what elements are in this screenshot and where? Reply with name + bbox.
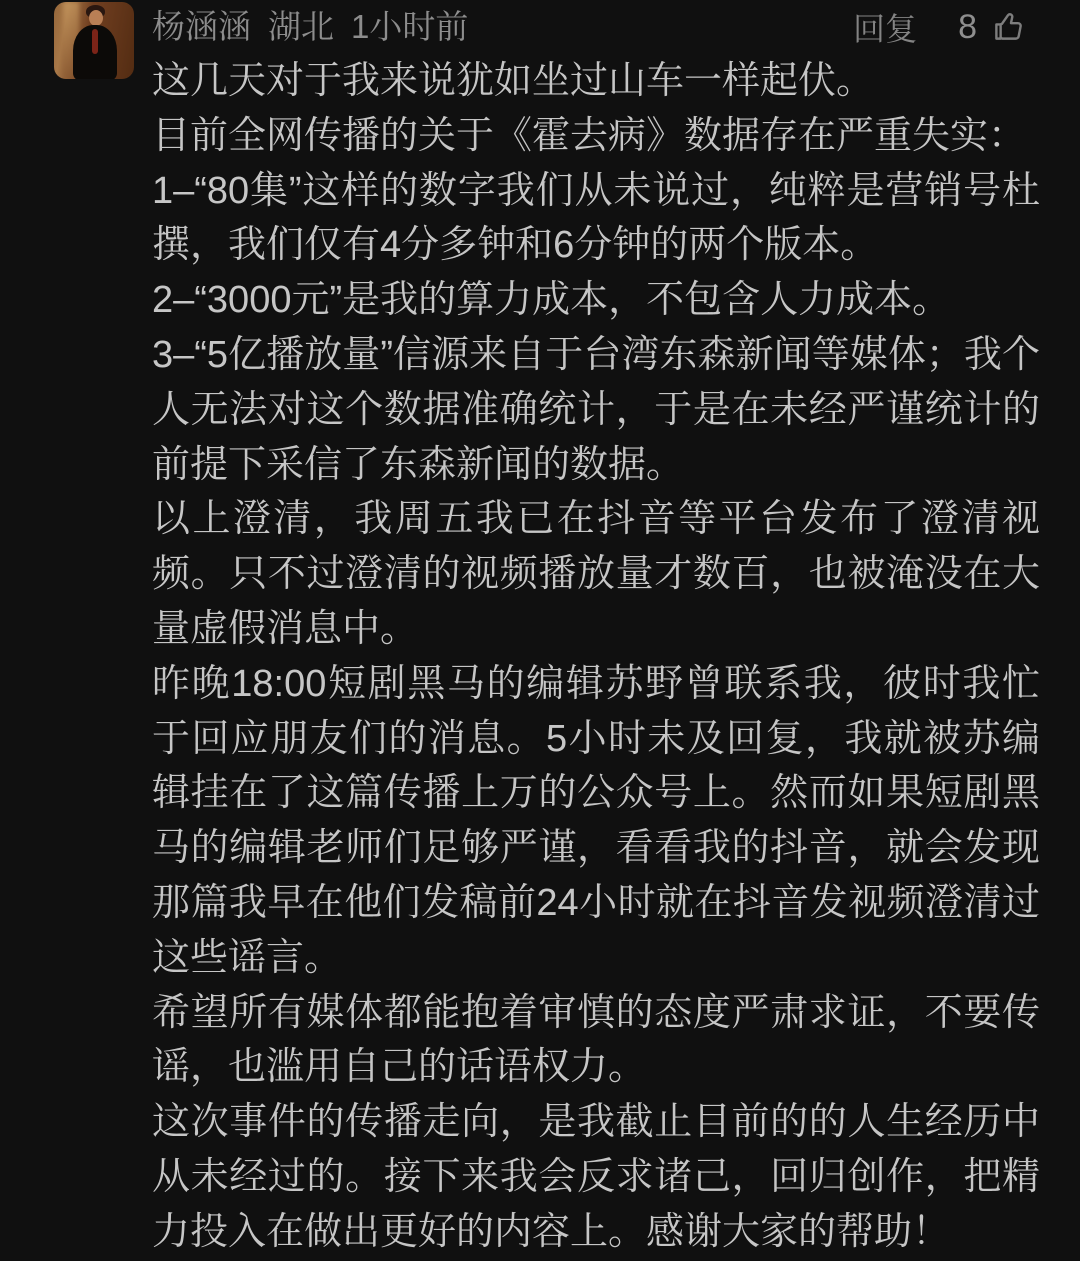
comment-paragraph: 1–“80集”这样的数字我们从未说过，纯粹是营销号杜撰，我们仅有4分多钟和6分钟的两个版本。 — [152, 169, 1040, 267]
comment-actions — [853, 4, 1026, 50]
comment-paragraph: 目前全网传播的关于《霍去病》数据存在严重失实： — [152, 114, 1027, 157]
author-name[interactable]: 杨涵涵 — [152, 8, 251, 45]
thumbs-up-icon[interactable] — [990, 9, 1026, 45]
comment-paragraph: 3–“5亿播放量”信源来自于台湾东森新闻等媒体；我个人无法对这个数据准确统计，于是在未经严谨统计的前提下采信了东森新闻的数据。 — [152, 333, 1040, 486]
comment-body — [152, 54, 1040, 1260]
comment-paragraph: 以上澄清，我周五我已在抖音等平台发布了澄清视频。只不过澄清的视频播放量才数百，也被淹没在大量虚假消息中。 — [152, 498, 1040, 650]
comment-paragraph: 这次事件的传播走向，是我截止目前的的人生经历中从未经过的。接下来我会反求诸己，回归创作，把精力投入在做出更好的内容上。感谢大家的帮助！ — [152, 1101, 1040, 1253]
comment-header — [152, 8, 468, 46]
comment-paragraph: 昨晚18:00短剧黑马的编辑苏野曾联系我，彼时我忙于回应朋友们的消息。5小时未及回复，我就被苏编辑挂在了这篇传播上万的公众号上。然而如果短剧黑马的编辑老师们足够严谨，看看我的抖音，就会发现那篇我早在他们发稿前24小时就在抖音发视频澄清过这些谣言。 — [152, 662, 1040, 979]
comment-paragraph: 希望所有媒体都能抱着审慎的态度严肃求证，不要传谣，也滥用自己的话语权力。 — [152, 991, 1040, 1089]
comment-paragraph: 这几天对于我来说犹如坐过山车一样起伏。 — [152, 60, 875, 102]
avatar-figure-scarf — [92, 29, 98, 54]
comment-time: 1小时前 — [351, 8, 469, 45]
avatar-figure-head — [89, 10, 103, 26]
avatar[interactable] — [54, 2, 134, 79]
author-location: 湖北 — [268, 8, 334, 45]
reply-button[interactable]: 回复 — [853, 11, 918, 47]
comment-paragraph: 2–“3000元”是我的算力成本，不包含人力成本。 — [152, 279, 951, 322]
like-count: 8 — [958, 7, 977, 46]
